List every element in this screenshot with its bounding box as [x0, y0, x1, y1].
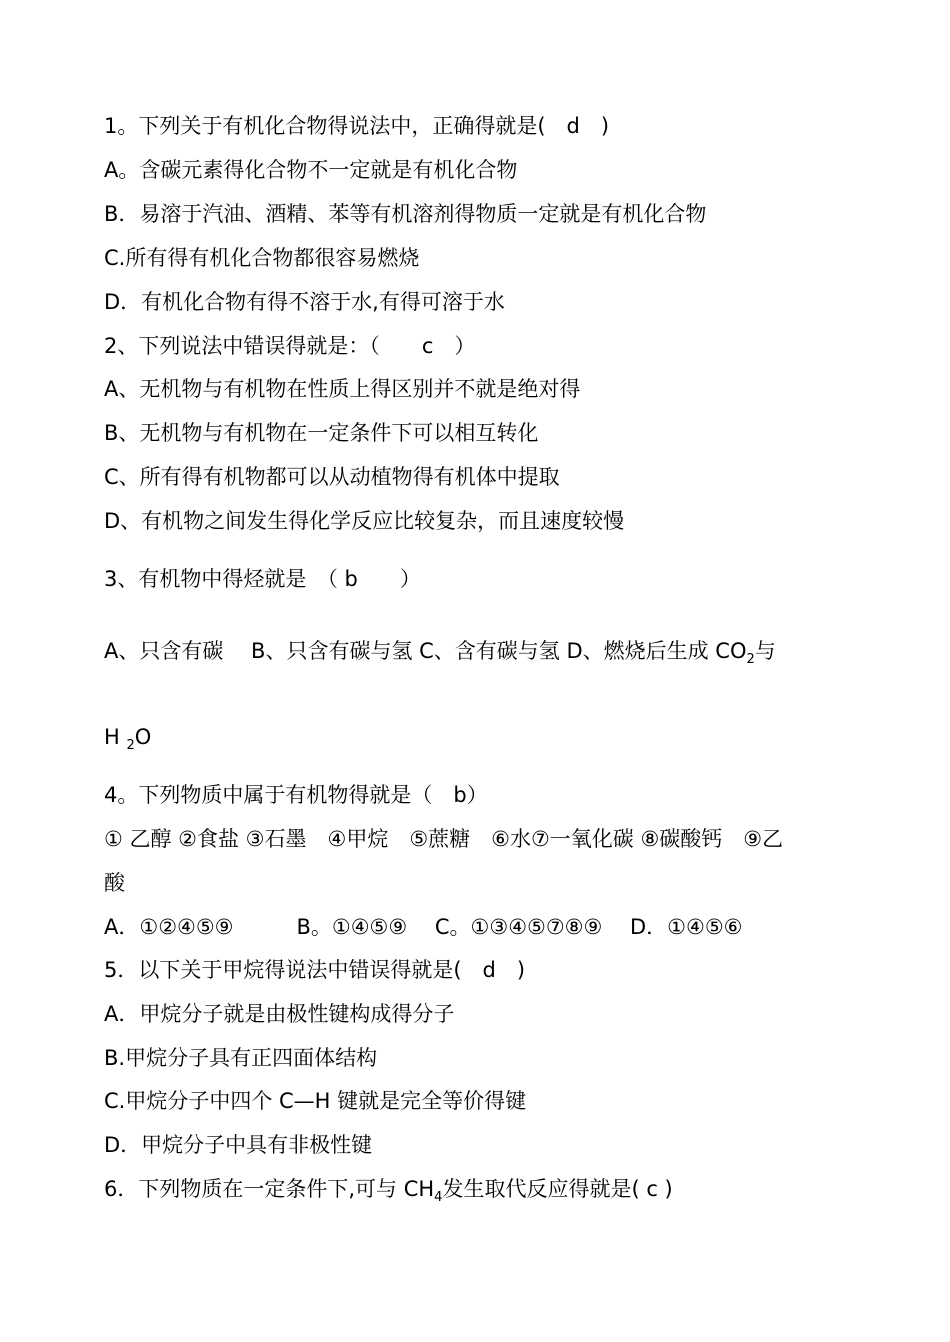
- question-2: 2、下列说法中错误得就是：（ c ）: [104, 334, 476, 358]
- question-5-option-a: A．甲烷分子就是由极性键构成得分子: [104, 1002, 455, 1026]
- question-3-options-text: A、只含有碳 B、只含有碳与氢 C、含有碳与氢 D、燃烧后生成 CO: [104, 639, 747, 663]
- question-2-option-c: C、所有得有机物都可以从动植物得有机体中提取: [104, 465, 560, 489]
- question-1-option-b: B．易溶于汽油、酒精、苯等有机溶剂得物质一定就是有机化合物: [104, 202, 707, 226]
- question-6-tail: 发生取代反应得就是( c ): [442, 1177, 673, 1201]
- question-2-option-d: D、有机物之间发生得化学反应比较复杂，而且速度较慢: [104, 509, 625, 533]
- question-3-options-continued: [104, 723, 151, 755]
- question-1: 1。下列关于有机化合物得说法中，正确得就是( d ): [104, 114, 610, 138]
- question-4-substance-list-continued: 酸: [104, 871, 125, 895]
- question-4: 4。下列物质中属于有机物得就是（ b）: [104, 783, 488, 807]
- question-1-option-d: D．有机化合物有得不溶于水,有得可溶于水: [104, 290, 505, 314]
- question-2-option-b: B、无机物与有机物在一定条件下可以相互转化: [104, 421, 539, 445]
- subscript: 4: [434, 1190, 443, 1205]
- question-3-options: [104, 637, 776, 669]
- question-1-option-c: C.所有得有机化合物都很容易燃烧: [104, 246, 420, 270]
- question-5-option-c: C.甲烷分子中四个 C—H 键就是完全等价得键: [104, 1089, 527, 1113]
- question-5: 5．以下关于甲烷得说法中错误得就是( d ): [104, 958, 526, 982]
- question-4-options: A．①②④⑤⑨ B。①④⑤⑨ C。①③④⑤⑦⑧⑨ D．①④⑤⑥: [104, 915, 743, 939]
- subscript: 2: [746, 652, 755, 667]
- question-1-option-a: A。含碳元素得化合物不一定就是有机化合物: [104, 158, 518, 182]
- question-3: 3、有机物中得烃就是 （ b ）: [104, 567, 421, 591]
- question-2-option-a: A、无机物与有机物在性质上得区别并不就是绝对得: [104, 377, 581, 401]
- question-5-option-b: B.甲烷分子具有正四面体结构: [104, 1046, 378, 1070]
- subscript: 2: [126, 738, 135, 753]
- formula-tail: O: [134, 725, 152, 749]
- question-6-text: 6．下列物质在一定条件下,可与 CH: [104, 1177, 435, 1201]
- question-3-options-tail: 与: [754, 639, 776, 663]
- question-5-option-d: D．甲烷分子中具有非极性键: [104, 1133, 373, 1157]
- question-6: [104, 1175, 673, 1207]
- question-4-substance-list: ① 乙醇 ②食盐 ③石墨 ④甲烷 ⑤蔗糖 ⑥水⑦一氧化碳 ⑧碳酸钙 ⑨乙: [104, 827, 784, 851]
- formula-text: H: [104, 725, 127, 749]
